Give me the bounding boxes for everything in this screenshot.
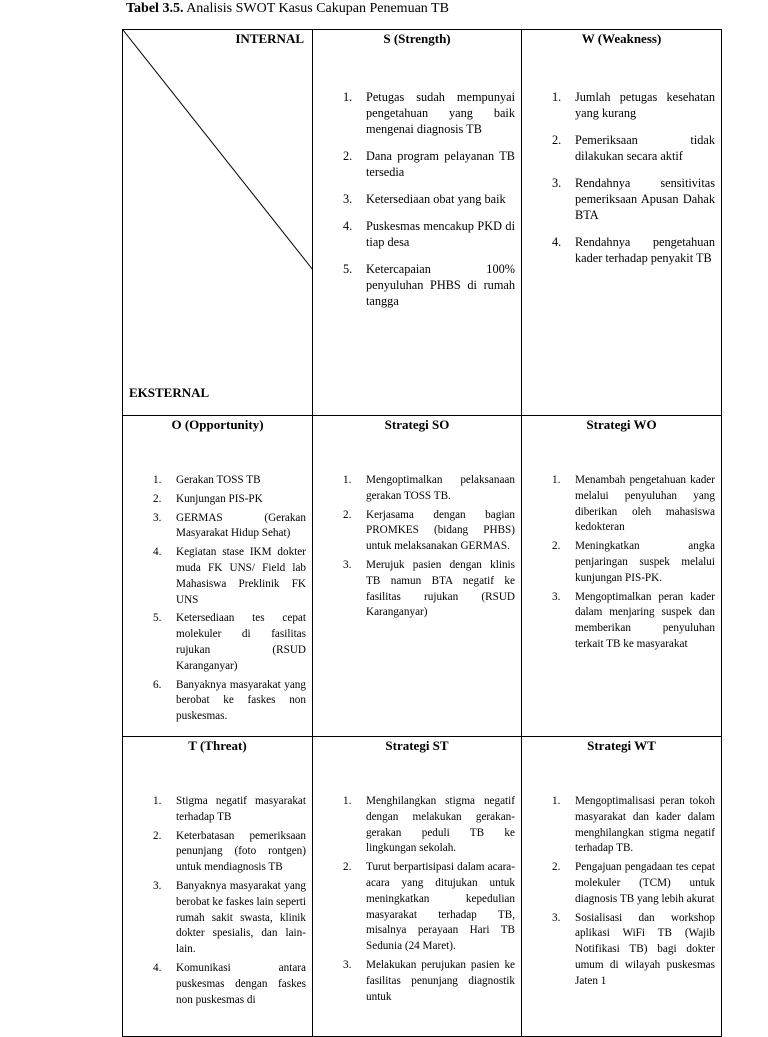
list-item [313, 218, 521, 250]
weakness-header: W (Weakness) [581, 31, 662, 46]
st-cell [313, 737, 522, 1037]
list-item [522, 590, 721, 653]
item-text: Sosialisasi dan workshop aplikasi WiFi TB (Wajib Notifikasi TB) bagi dokter umum di wilayah puskesmas Jaten 1 [575, 911, 715, 987]
item-text: Melakukan perujukan pasien ke fasilitas penunjang diagnostik untuk [366, 958, 515, 1003]
list-item [522, 794, 721, 857]
strength-header: S (Strength) [383, 31, 451, 46]
opportunity-header: O (Opportunity) [171, 417, 264, 432]
item-number: 1. [343, 795, 352, 807]
item-number: 4. [153, 961, 162, 974]
corner-cell [123, 30, 313, 416]
item-text: Dana program pelayanan TB tersedia [366, 149, 515, 179]
item-number: 2. [343, 149, 353, 163]
item-text: Jumlah petugas kesehatan yang kurang [575, 90, 715, 120]
item-text: Petugas sudah mempunyai pengetahuan yang baik mengenai diagnosis TB [366, 90, 515, 136]
item-number: 1. [343, 90, 353, 104]
item-text: Keterbatasan pemeriksaan penunjang (foto rontgen) untuk mendiagnosis TB [176, 829, 306, 874]
item-number: 3. [552, 176, 562, 190]
list-item [123, 473, 312, 489]
list-item [123, 545, 312, 608]
item-text: Mengoptimalisasi peran tokoh masyarakat dan kader dalam menghilangkan stigma negatif terhadap TB. [575, 795, 715, 855]
list-item [123, 879, 312, 958]
item-number: 3. [343, 192, 353, 206]
eksternal-label: EKSTERNAL [129, 385, 210, 400]
list-item [313, 558, 521, 621]
list-item [123, 829, 312, 876]
item-text: Puskesmas mencakup PKD di tiap desa [366, 219, 515, 249]
item-text: Gerakan TOSS TB [176, 474, 261, 486]
item-number: 1. [552, 90, 562, 104]
list-item [313, 794, 521, 857]
list-item [123, 511, 312, 543]
item-number: 4. [552, 235, 562, 249]
strength-cell [313, 30, 522, 416]
list-item [522, 539, 721, 586]
item-text: Pemeriksaan tidak dilakukan secara aktif [575, 133, 715, 163]
list-item [313, 958, 521, 1005]
caption-text: Analisis SWOT Kasus Cakupan Penemuan TB [186, 1, 449, 16]
wt-header: Strategi WT [587, 738, 656, 753]
wo-header: Strategi WO [586, 417, 657, 432]
item-number: 4. [153, 546, 162, 559]
item-text: Mengoptimalkan peran kader dalam menjaring suspek dan memberikan penyuluhan terkait TB ke masyarakat [575, 590, 715, 650]
item-number: 5. [153, 612, 162, 625]
list-item [313, 473, 521, 505]
list-item [313, 89, 521, 137]
item-number: 2. [552, 861, 561, 874]
threat-header: T (Threat) [188, 738, 247, 753]
item-text: GERMAS (Gerakan Masyarakat Hidup Sehat) [176, 511, 306, 540]
list-item [123, 678, 312, 725]
item-text: Ketercapaian 100% penyuluhan PHBS di rumah tangga [366, 262, 515, 308]
item-number: 4. [343, 219, 353, 233]
item-number: 3. [552, 911, 561, 924]
list-item [123, 961, 312, 1008]
weakness-list [522, 89, 721, 266]
item-number: 1. [343, 474, 352, 486]
item-text: Kegiatan stase IKM dokter muda FK UNS/ Field lab Mahasiswa Preklinik FK UNS [176, 546, 306, 606]
item-number: 6. [153, 678, 162, 691]
strength-list [313, 89, 521, 309]
item-text: Banyaknya masyarakat yang berobat ke faskes non puskesmas. [176, 678, 306, 723]
list-item [313, 508, 521, 555]
list-item [522, 132, 721, 164]
item-text: Komunikasi antara puskesmas dengan faskes non puskesmas di [176, 961, 306, 1006]
list-item [123, 794, 312, 826]
item-text: Banyaknya masyarakat yang berobat ke faskes lain seperti rumah sakit swasta, klinik dokter spesialis, dan lain-lain. [176, 879, 306, 956]
list-item [522, 175, 721, 223]
list-item [522, 911, 721, 990]
st-list [313, 794, 521, 1005]
wt-list [522, 794, 721, 990]
internal-label: INTERNAL [235, 31, 304, 46]
item-text: Meningkatkan angka penjaringan suspek melalui kunjungan PIS-PK. [575, 540, 715, 584]
item-number: 3. [552, 590, 561, 603]
wo-list [522, 473, 721, 653]
item-text: Rendahnya pengetahuan kader terhadap penyakit TB [575, 235, 715, 265]
list-item [522, 89, 721, 121]
item-number: 3. [343, 558, 352, 571]
list-item [123, 492, 312, 508]
item-number: 2. [153, 492, 162, 505]
opportunity-list [123, 473, 312, 725]
threat-cell [123, 737, 313, 1037]
table-caption [126, 0, 449, 18]
item-number: 2. [552, 133, 562, 147]
item-text: Menambah pengetahuan kader melalui penyuluhan yang diberikan oleh mahasiswa kedokteran [575, 474, 715, 534]
wt-cell [522, 737, 722, 1037]
opportunity-cell [123, 416, 313, 737]
item-text: Pengajuan pengadaan tes cepat molekuler (TCM) untuk diagnosis TB yang lebih akurat [575, 861, 715, 905]
item-number: 1. [552, 795, 561, 807]
item-number: 2. [343, 861, 352, 874]
item-text: Stigma negatif masyarakat terhadap TB [176, 795, 306, 823]
threat-list [123, 794, 312, 1008]
item-number: 1. [153, 474, 162, 486]
item-text: Mengoptimalkan pelaksanaan gerakan TOSS TB. [366, 474, 515, 502]
item-text: Turut berpartisipasi dalam acara-acara yang ditujukan untuk meningkatkan kepedulian masyarakat terhadap TB, misalnya perayaan Hari TB Sedunia (24 Maret). [366, 861, 515, 953]
diagonal-line [123, 30, 313, 416]
item-number: 2. [552, 540, 561, 553]
so-cell [313, 416, 522, 737]
swot-table [122, 29, 722, 1037]
item-number: 3. [343, 958, 352, 971]
item-number: 1. [153, 795, 162, 807]
item-number: 5. [343, 262, 353, 276]
item-text: Ketersediaan tes cepat molekuler di fasilitas rujukan (RSUD Karanganyar) [176, 612, 306, 672]
list-item [313, 261, 521, 309]
list-item [313, 860, 521, 955]
item-text: Ketersediaan obat yang baik [366, 192, 506, 206]
list-item [313, 148, 521, 180]
item-number: 2. [153, 829, 162, 842]
item-number: 3. [153, 879, 162, 892]
list-item [522, 234, 721, 266]
list-item [522, 860, 721, 907]
item-text: Menghilangkan stigma negatif dengan melakukan gerakan-gerakan peduli TB ke lingkungan sekolah. [366, 795, 515, 855]
st-header: Strategi ST [385, 738, 449, 753]
wo-cell [522, 416, 722, 737]
list-item [522, 473, 721, 536]
item-text: Merujuk pasien dengan klinis TB namun BTA negatif ke fasilitas rujukan (RSUD Karanganyar) [366, 558, 515, 619]
item-text: Rendahnya sensitivitas pemeriksaan Apusan Dahak BTA [575, 176, 715, 222]
caption-label: Tabel 3.5. [126, 1, 184, 16]
so-header: Strategi SO [384, 417, 450, 432]
item-text: Kerjasama dengan bagian PROMKES (bidang PHBS) untuk melaksanakan GERMAS. [366, 508, 515, 553]
item-text: Kunjungan PIS-PK [176, 492, 263, 505]
list-item [313, 191, 521, 207]
weakness-cell [522, 30, 722, 416]
list-item [123, 611, 312, 674]
item-number: 3. [153, 511, 162, 524]
item-number: 2. [343, 508, 352, 521]
item-number: 1. [552, 474, 561, 486]
so-list [313, 473, 521, 621]
